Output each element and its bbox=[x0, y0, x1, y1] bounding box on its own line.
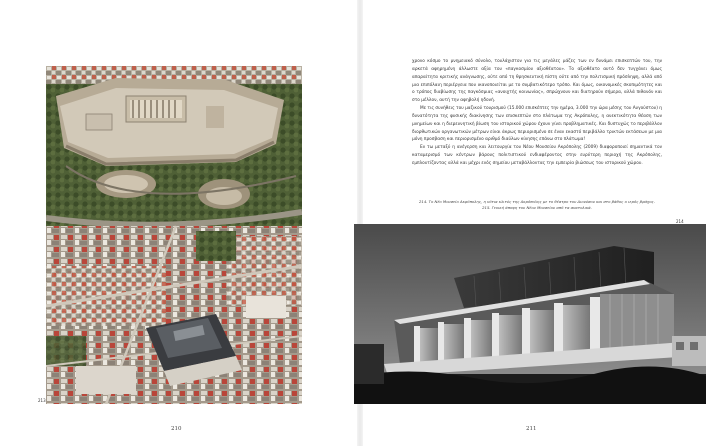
photo-number-214: 214 bbox=[676, 219, 684, 224]
acropolis-aerial-photo bbox=[46, 66, 302, 404]
museum-building-illustration bbox=[354, 224, 706, 404]
body-text bbox=[412, 58, 662, 168]
photo-captions bbox=[412, 199, 662, 210]
photo-number-213: 213 bbox=[38, 398, 46, 403]
caption-215: 215. Γενική άποψη του Νέου Μουσείου από τα ανατολικά. bbox=[482, 204, 592, 210]
page-number-left: 210 bbox=[171, 426, 182, 432]
paragraph-1: χρονο κόσμο το μνημειακό σύνολο, τουλάχιστον για τις μεγάλες μάζες των εν δυνάμει επισκεπτών του, την αρκετά αφηρημένη άλλωστε αξία του «παγκοσμίου αξιοθέατου». Το αξιοθέατο αυτό δεν τυγχάνει όμως απαραίτητα κριτικής ανάγνωσης, ούτε από τη θρησκευτική πίστη ούτε από την πολιτισμική πρόσληψη, αλλά από μια επιπόλαιη περιέργεια που ικανοποιείται με το συμβατικότερο τρόπο. Και όμως, οικονομικές σκοπιμότητες και ο τρόπος διαβίωσης της παγκόσμιας «ανοιχτής κοινωνίας», σπρώχνουν και διατηρούν σήμερα, αλλά πιθανόν και στο μέλλον, αυτή την αφηβολή ηδονή. bbox=[412, 59, 662, 104]
page-number-right: 211 bbox=[526, 426, 537, 432]
acropolis-museum-photo bbox=[354, 224, 706, 404]
paragraph-2: Με τις συνήθεις του μαζικού τουρισμού (15.000 επισκέπτες την ημέρα, 3.000 την ώρα μέσης του Αυγούστου) η δυνατότητα της φυσικής διακίνησης των επισκεπτών στο πλάτωμα της Ακρόπολης, η ανεκτικότητα θέαση των μνημείων και η διερευνητική βίωση του ιστορικού χώρου έχουν γίνει προβληματικές. Και δυστυχώς το περιβάλλον διορθωτικών οργανωτικών μέτρων είναι άκρως περιορισμένο σε έναν εκαστό περιβάλλο τρικτών εκτάσεων με μια μόνη προσβαση και περιορισμένο αριθμό διαύλων κίνησης επάνω στο πλάτωμα! bbox=[412, 106, 662, 143]
acropolis-aerial-illustration bbox=[46, 66, 302, 404]
paragraph-3: Εν τω μεταξύ η ανέγερση και λειτουργία του Νέου Μουσείου Ακρόπολης (2009) διαφοροποιεί σημαντικά τον καταμερισμό των κέντρων βάρους πολιτιστικού ενδιαφέροντος στην ευρύτερη περιοχή της Ακρόπολης, εμπλουτίζοντας αλλά και μέχρι ενός σημείου μεταβάλλοντας την εμπειρία βιώσεως του ιστορικού χώρου. bbox=[412, 145, 662, 166]
caption-214: 214. Το Νέο Μουσείο Ακρόπολης, η νότια κλιτύς της Ακρόπολης με το θέατρο του Διονύσου και στο βάθος ο ιερός βράχος. bbox=[419, 199, 655, 204]
